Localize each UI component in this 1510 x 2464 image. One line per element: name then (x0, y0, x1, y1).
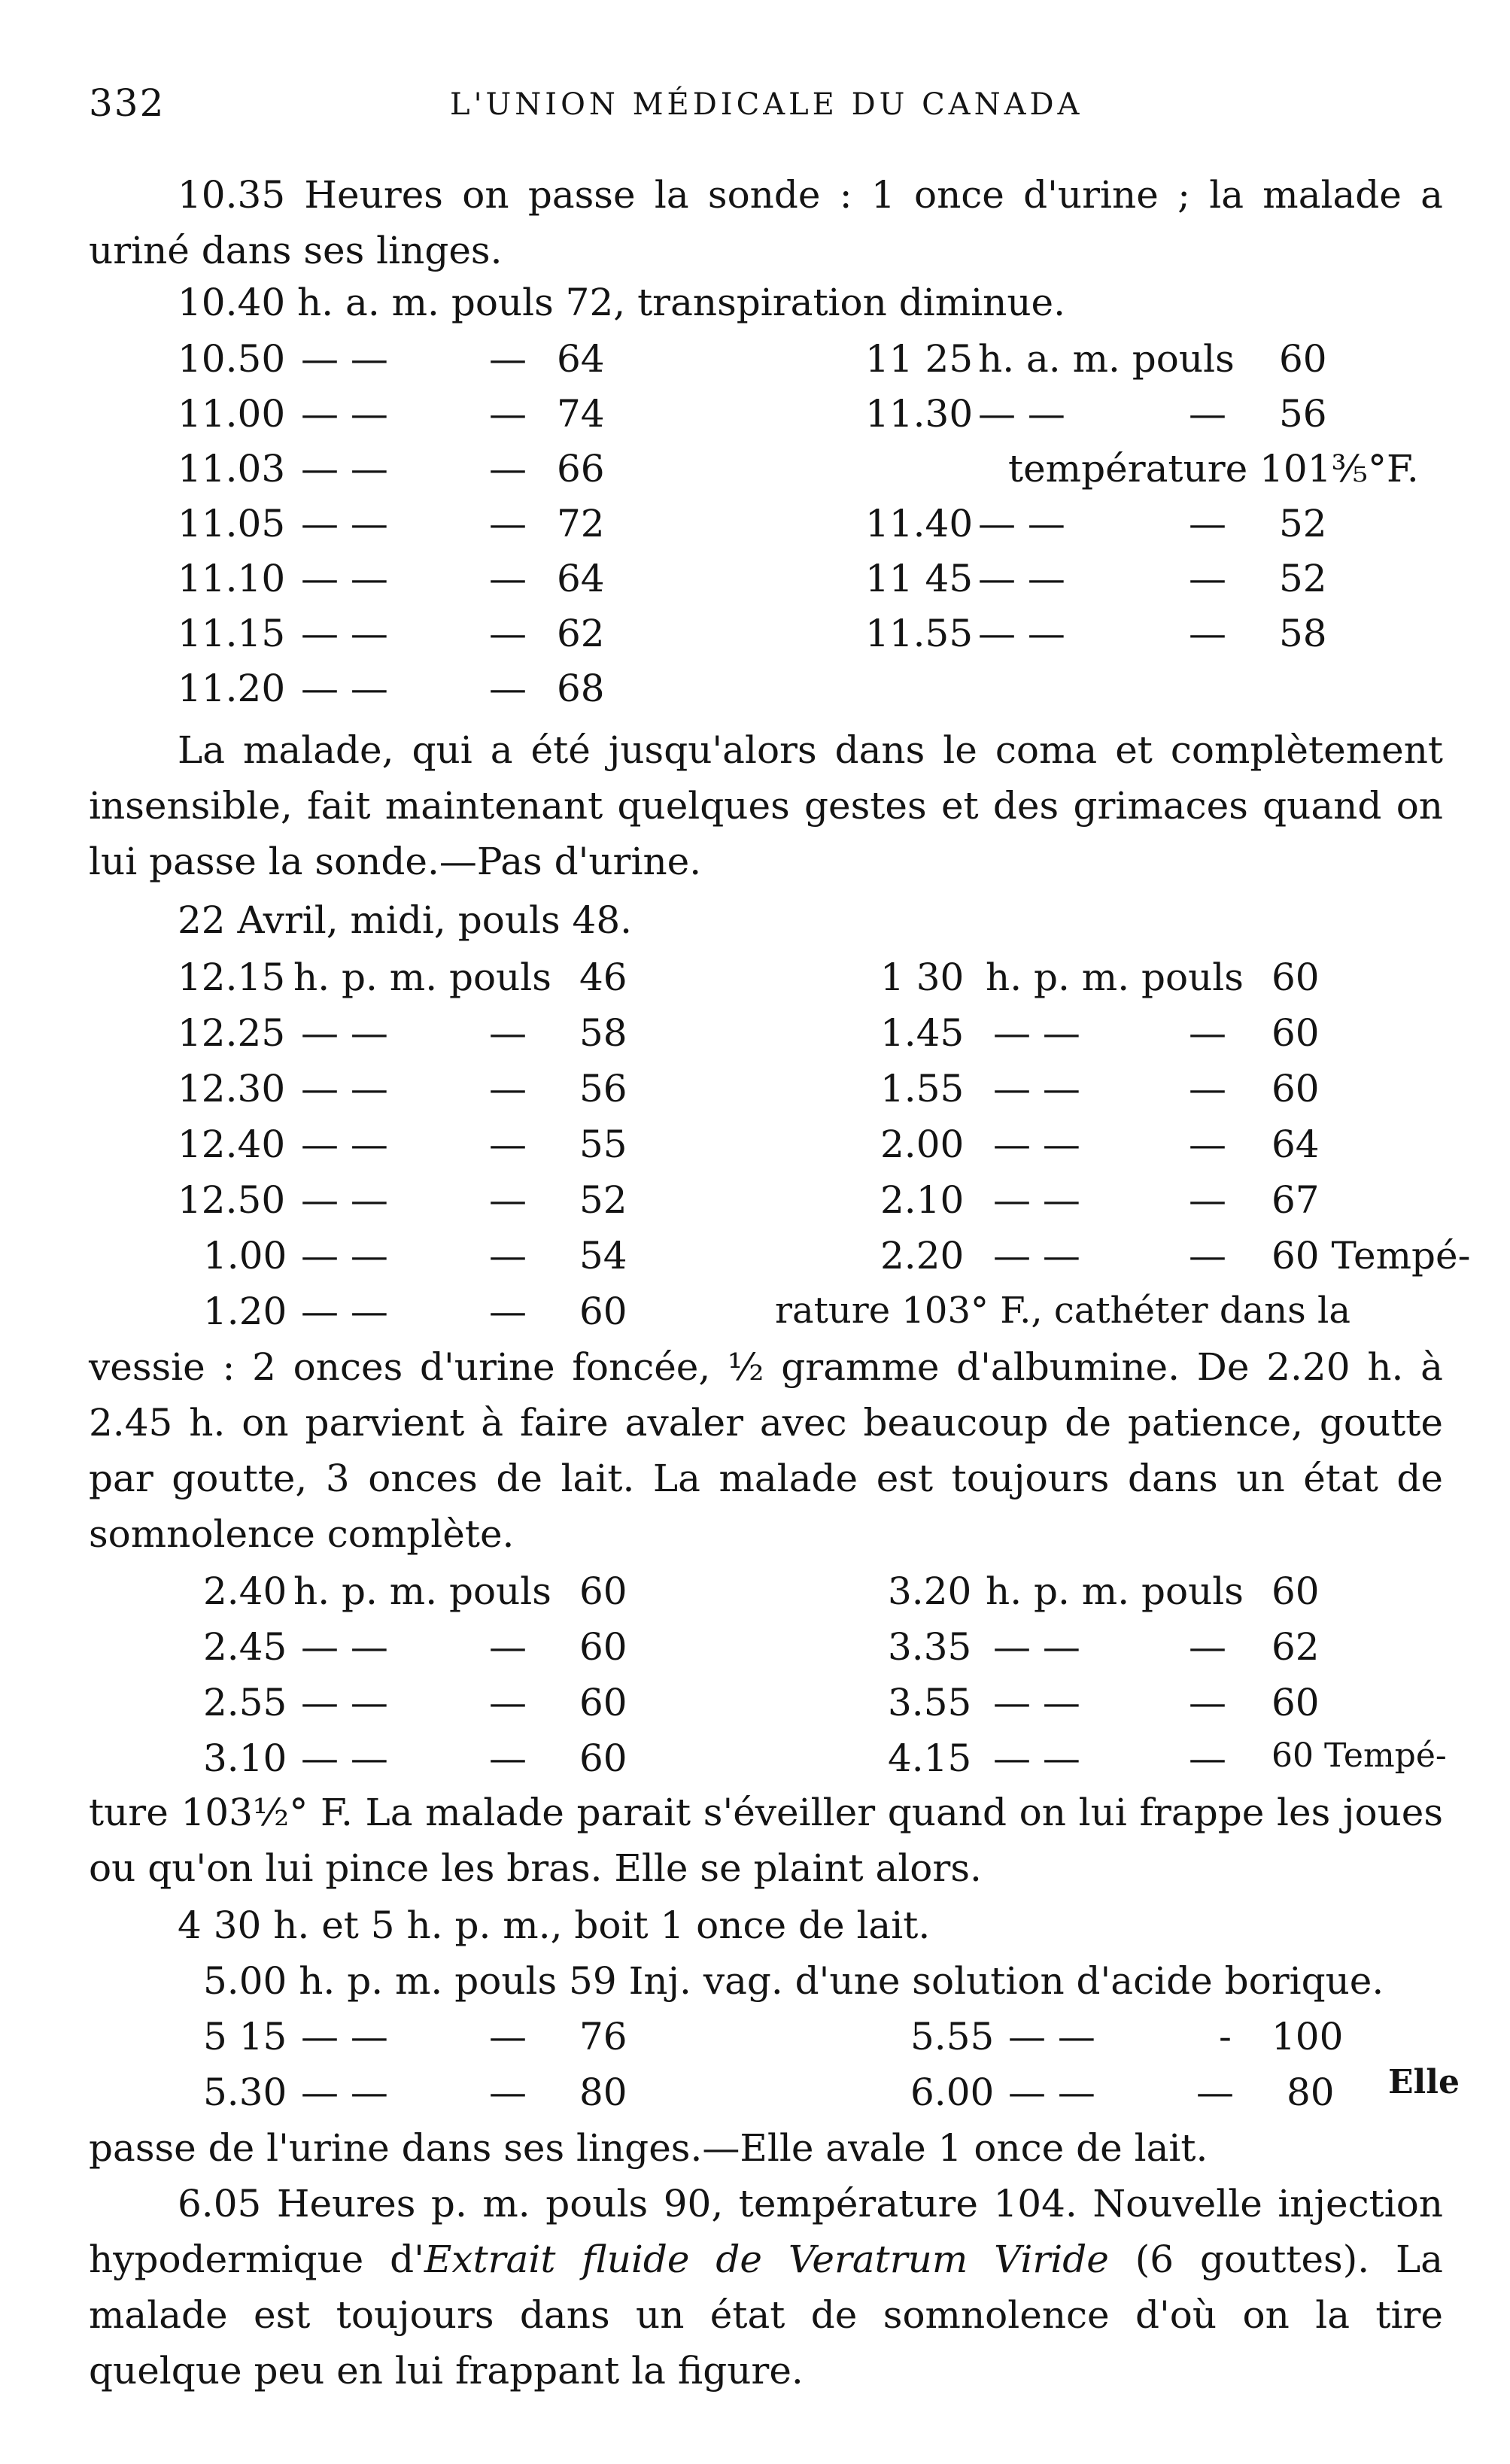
table-cell-ditto: — (1189, 557, 1226, 600)
table-cell-value: 68 (557, 667, 605, 710)
table-cell-value: 64 (557, 337, 605, 381)
journal-title: L'UNION MÉDICALE DU CANADA (450, 87, 1083, 122)
table-cell-time: 2.40 (203, 1569, 287, 1613)
table-cell-ditto: h. a. m. pouls (978, 337, 1235, 381)
table-cell-time: 1.55 (880, 1067, 965, 1110)
table-cell-value: 60 (1271, 1011, 1320, 1055)
table-cell-ditto: — (489, 1123, 527, 1166)
table-cell-value: 80 (579, 2071, 627, 2114)
table-cell-value: 66 (557, 447, 605, 491)
table-cell-value: 100 (1271, 2015, 1344, 2058)
table-cell-ditto: — (489, 1736, 527, 1780)
table-cell-ditto: — (1189, 1736, 1226, 1780)
table-cell-ditto: — (489, 1178, 527, 1222)
table-cell-value: 64 (1271, 1123, 1320, 1166)
table-cell-time: 11.10 (178, 557, 286, 600)
table-cell-ditto: — — (1008, 2015, 1095, 2058)
table-cell-ditto: — (489, 447, 527, 491)
table-cell-ditto: — (489, 2071, 527, 2114)
table-cell-ditto: — (489, 1011, 527, 1055)
table-cell-time: 3.35 (888, 1625, 972, 1669)
table-cell-ditto: — (489, 502, 527, 545)
table-cell-ditto: — — (993, 1234, 1080, 1278)
table-cell-ditto: — — (993, 1067, 1080, 1110)
table-cell-ditto: — (1189, 1234, 1226, 1278)
table-cell-value: 52 (579, 1178, 627, 1222)
table-cell-value: 58 (1279, 612, 1327, 655)
table-cell-time: 11.30 (865, 392, 974, 436)
paragraph-eveil: ture 103½° F. La malade parait s'éveiller quand on lui frappe les joues ou qu'on lui pince les bras. Elle se plaint alors. (89, 1791, 1443, 1890)
veratrum-text-a: 6.05 Heures p. m. pouls 90, température 104. Nouvelle injection hypodermique d' (89, 2182, 1443, 2281)
table-cell-ditto: — — (993, 1123, 1080, 1166)
table-cell-time: 11.03 (178, 447, 286, 491)
table-cell-time: 5.30 (203, 2071, 287, 2114)
table-cell-ditto: — — (993, 1625, 1080, 1669)
table-cell-ditto: — — (301, 1625, 388, 1669)
table-cell-value: 60 (579, 1625, 627, 1669)
paragraph-urine-linges: passe de l'urine dans ses linges.—Elle avale 1 once de lait. (89, 2126, 1208, 2170)
table-cell-time: 12.30 (178, 1067, 286, 1110)
paragraph-catheter: vessie : 2 onces d'urine foncée, ½ gramme d'albumine. De 2.20 h. à 2.45 h. on parvient à faire avaler avec beaucoup de patience, goutte par goutte, 3 onces de lait. La malade est toujours dans un état de somnolence complète. (89, 1345, 1443, 1556)
table-cell-time: 11.00 (178, 392, 286, 436)
table-cell-time: 11 45 (865, 557, 974, 600)
table-cell-ditto: — — (301, 392, 388, 436)
table-cell-value: 54 (579, 1234, 627, 1278)
table-cell-time: 11.15 (178, 612, 286, 655)
table-cell-ditto: — (489, 1234, 527, 1278)
table-cell-ditto: — — (301, 557, 388, 600)
table-cell-ditto: — (1189, 1625, 1226, 1669)
table-cell-temperature: température 101⅗°F. (1008, 447, 1419, 491)
page-number: 332 (89, 81, 166, 125)
table-cell-time: 1.45 (880, 1011, 965, 1055)
line-injection-vaginale: 5.00 h. p. m. pouls 59 Inj. vag. d'une solution d'acide borique. (203, 1959, 1384, 2003)
table-cell-value: 52 (1279, 502, 1327, 545)
table-cell-value: 56 (1279, 392, 1327, 436)
table-cell-value: 80 (1287, 2071, 1335, 2114)
table-cell-time: 11.05 (178, 502, 286, 545)
table-cell-ditto: — (1189, 392, 1226, 436)
table-cell-ditto: — (489, 557, 527, 600)
table-cell-time: 1.00 (203, 1234, 287, 1278)
running-header (89, 81, 1443, 126)
table-cell-ditto: h. p. m. pouls (986, 956, 1244, 999)
table-continuation-text: rature 103° F., cathéter dans la (775, 1290, 1350, 1332)
table-cell-time: 3.20 (888, 1569, 972, 1613)
table-cell-ditto: — — (301, 667, 388, 710)
paragraph-coma: La malade, qui a été jusqu'alors dans le coma et complètement insensible, fait maintenant quelques gestes et des grimaces quand on lui passe la sonde.—Pas d'urine. (89, 728, 1443, 883)
table-cell-ditto: — (489, 337, 527, 381)
table-cell-value: 62 (1271, 1625, 1320, 1669)
table-cell-value: 62 (557, 612, 605, 655)
table-cell-value: 74 (557, 392, 605, 436)
table-cell-value: 60 (579, 1736, 627, 1780)
table-cell-ditto: — — (301, 1067, 388, 1110)
date-line-22-avril: 22 Avril, midi, pouls 48. (178, 898, 633, 942)
table-cell-ditto: h. p. m. pouls (986, 1569, 1244, 1613)
margin-word-elle: Elle (1388, 2063, 1460, 2101)
table-cell-value: 60 (1271, 1067, 1320, 1110)
table-cell-time: 2.45 (203, 1625, 287, 1669)
table-cell-value: 67 (1271, 1178, 1320, 1222)
table-cell-time: 11.40 (865, 502, 974, 545)
veratrum-text-b: (6 gouttes). La malade est toujours dans un état de somnolence d'où on la tire quelque peu en lui frappant la figure. (89, 2238, 1443, 2393)
paragraph-veratrum (89, 2176, 1443, 2399)
table-cell-time: 5 15 (203, 2015, 287, 2058)
table-cell-time: 4.15 (888, 1736, 972, 1780)
table-cell-time: 1 30 (880, 956, 965, 999)
table-cell-ditto: — — (301, 1011, 388, 1055)
table-cell-time: 11.55 (865, 612, 974, 655)
table-cell-value: 60 (579, 1681, 627, 1724)
table-cell-value: 72 (557, 502, 605, 545)
table-cell-time: 1.20 (203, 1290, 287, 1333)
table-cell-time: 3.10 (203, 1736, 287, 1780)
table-cell-value: 52 (1279, 557, 1327, 600)
table-cell-ditto: — — (301, 1290, 388, 1333)
table-cell-ditto: — (489, 2015, 527, 2058)
table-cell-value: 76 (579, 2015, 627, 2058)
table-cell-ditto: — (1196, 2071, 1234, 2114)
table-cell-ditto: — — (978, 557, 1065, 600)
table-cell-time: 12.40 (178, 1123, 286, 1166)
table-cell-ditto: — — (993, 1011, 1080, 1055)
table-cell-ditto: — — (301, 1681, 388, 1724)
table-cell-ditto: — — (1008, 2071, 1095, 2114)
table-cell-time: 10.50 (178, 337, 286, 381)
table-cell-value: 55 (579, 1123, 627, 1166)
table-cell-time: 12.25 (178, 1011, 286, 1055)
table-cell-value: 60 Tempé- (1271, 1234, 1471, 1278)
table-cell-time: 3.55 (888, 1681, 972, 1724)
table-cell-value: 60 (579, 1569, 627, 1613)
table-cell-ditto: h. p. m. pouls (293, 956, 551, 999)
table-cell-ditto: — — (301, 1736, 388, 1780)
table-cell-value: 60 (1271, 1681, 1320, 1724)
table-cell-value: 60 Tempé- (1271, 1736, 1447, 1775)
paragraph-sonde: 10.35 Heures on passe la sonde : 1 once d'urine ; la malade a uriné dans ses linges. (89, 173, 1443, 272)
table-cell-ditto: — (1189, 502, 1226, 545)
table-cell-ditto: — — (301, 447, 388, 491)
table-cell-ditto: — — (301, 1123, 388, 1166)
table-cell-ditto: — (489, 1681, 527, 1724)
table-cell-time: 2.20 (880, 1234, 965, 1278)
table-cell-ditto: — (1189, 1067, 1226, 1110)
table-cell-ditto: h. p. m. pouls (293, 1569, 551, 1613)
table-cell-ditto: — — (978, 392, 1065, 436)
table-cell-value: 60 (1271, 1569, 1320, 1613)
table-cell-ditto: — (1189, 612, 1226, 655)
table-cell-ditto: — — (993, 1736, 1080, 1780)
table-cell-ditto: — (1189, 1011, 1226, 1055)
line-boit-lait: 4 30 h. et 5 h. p. m., boit 1 once de lait. (178, 1903, 931, 1947)
pulse-line-1040: 10.40 h. a. m. pouls 72, transpiration diminue. (178, 281, 1066, 324)
table-cell-ditto: — (489, 1290, 527, 1333)
veratrum-italic: Extrait fluide de Veratrum Viride (424, 2238, 1109, 2281)
table-cell-ditto: — (489, 1625, 527, 1669)
table-cell-ditto: — (1189, 1123, 1226, 1166)
table-cell-time: 11.20 (178, 667, 286, 710)
table-cell-ditto: — (489, 667, 527, 710)
table-cell-ditto: — — (993, 1178, 1080, 1222)
table-cell-time: 2.10 (880, 1178, 965, 1222)
table-cell-ditto: — — (301, 612, 388, 655)
table-cell-time: 6.00 (910, 2071, 995, 2114)
table-cell-time: 12.15 (178, 956, 286, 999)
table-cell-value: 58 (579, 1011, 627, 1055)
table-cell-ditto: — — (301, 337, 388, 381)
table-cell-ditto: — — (978, 502, 1065, 545)
table-cell-ditto: — — (978, 612, 1065, 655)
table-cell-ditto: — (489, 1067, 527, 1110)
table-cell-ditto: — — (301, 502, 388, 545)
table-cell-time: 2.55 (203, 1681, 287, 1724)
table-cell-value: 64 (557, 557, 605, 600)
table-cell-value: 56 (579, 1067, 627, 1110)
table-cell-time: 12.50 (178, 1178, 286, 1222)
table-cell-time: 11 25 (865, 337, 974, 381)
table-cell-ditto: — (489, 612, 527, 655)
table-cell-ditto: — — (301, 1234, 388, 1278)
table-cell-value: 46 (579, 956, 627, 999)
table-cell-time: 5.55 (910, 2015, 995, 2058)
table-cell-ditto: - (1219, 2015, 1232, 2058)
table-cell-ditto: — (489, 392, 527, 436)
table-cell-ditto: — — (301, 2015, 388, 2058)
table-cell-value: 60 (1279, 337, 1327, 381)
table-cell-ditto: — (1189, 1681, 1226, 1724)
table-cell-ditto: — — (301, 2071, 388, 2114)
table-cell-ditto: — — (993, 1681, 1080, 1724)
table-cell-value: 60 (579, 1290, 627, 1333)
table-cell-ditto: — — (301, 1178, 388, 1222)
table-cell-time: 2.00 (880, 1123, 965, 1166)
table-cell-value: 60 (1271, 956, 1320, 999)
table-cell-ditto: — (1189, 1178, 1226, 1222)
